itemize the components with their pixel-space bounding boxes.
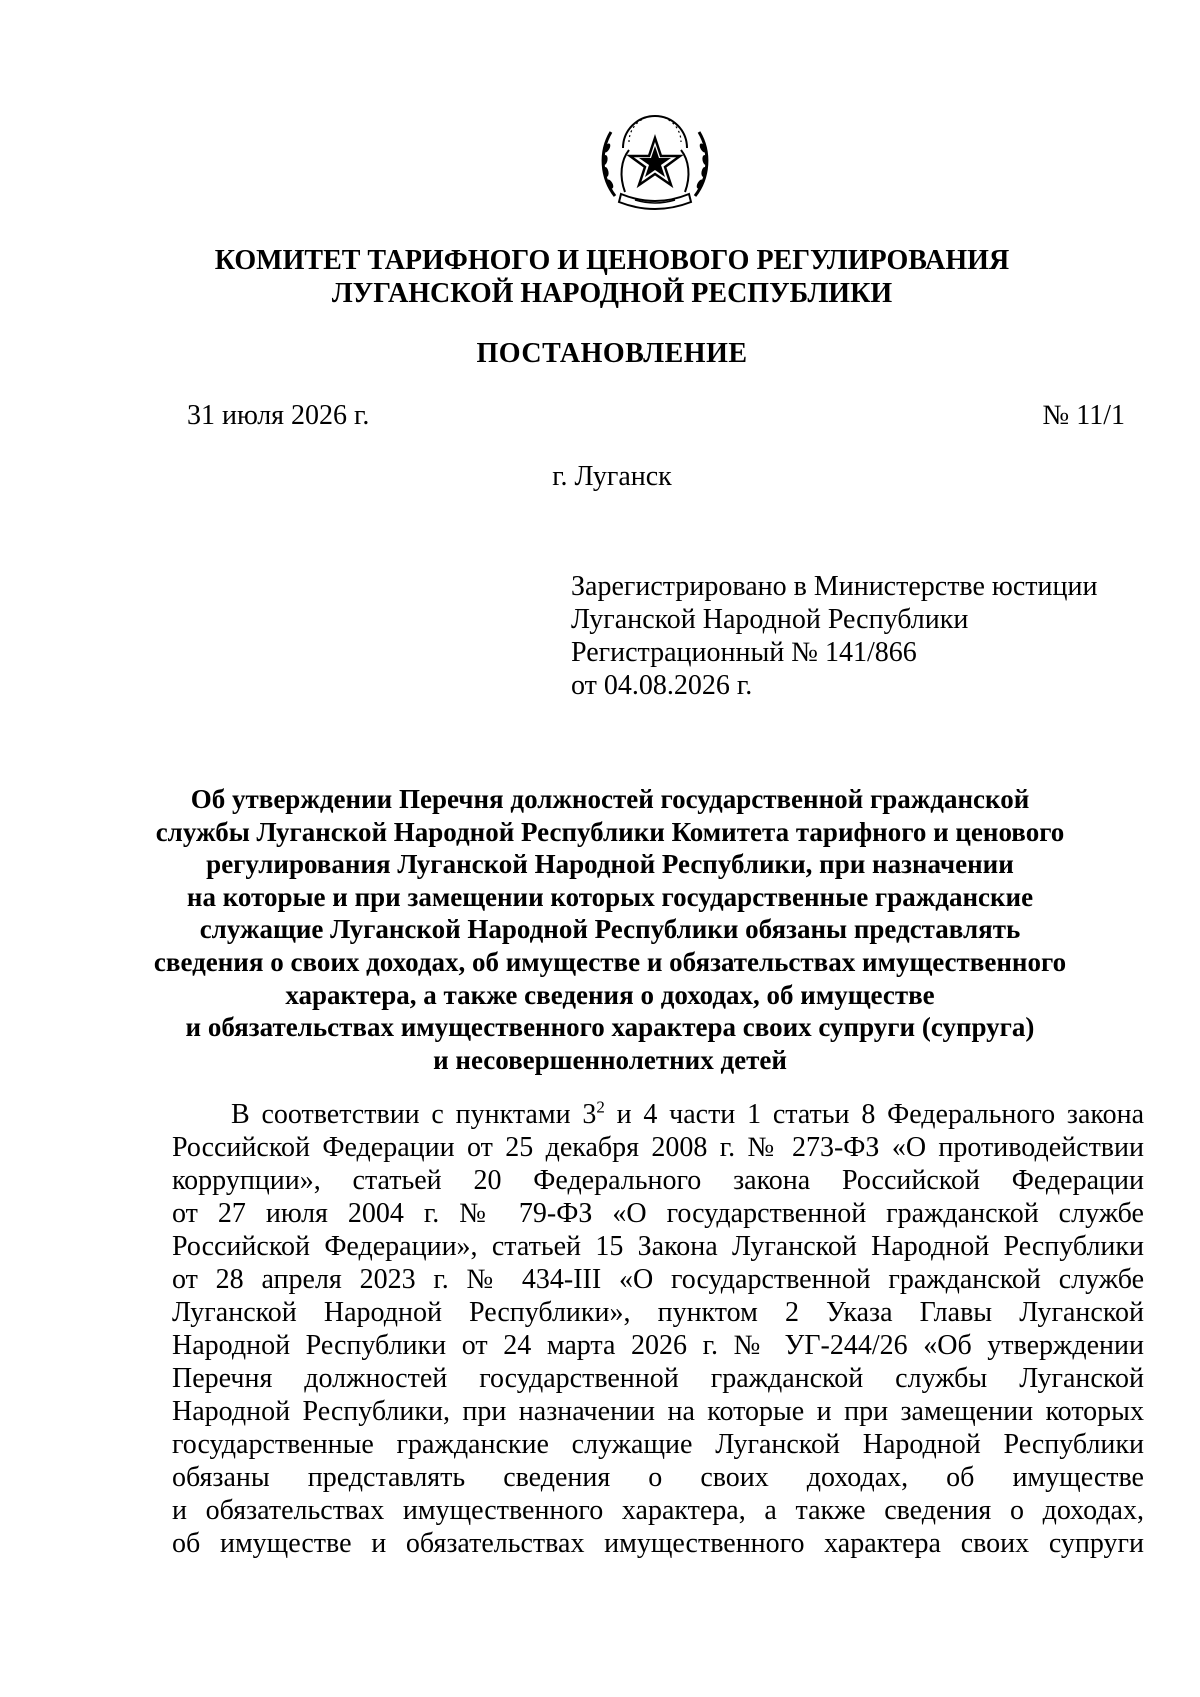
document-title [150,783,1070,1076]
body-line: обязаны представлять сведения о своих доходах, об имуществе [172,1462,1144,1493]
registration-stamp-text [571,570,1097,702]
body-line: Российской Федерации», статьей 15 Закона Луганской Народной Республики [172,1231,1144,1262]
title-line: регулирования Луганской Народной Республики, при назначении [206,849,1014,880]
title-line: службы Луганской Народной Республики Комитета тарифного и ценового [155,816,1065,847]
body-line: Народной Республики от 24 марта 2026 г. № УГ-244/26 «Об утверждении [172,1330,1144,1361]
body-line: Народной Республики, при назначении на которые и при замещении которых [172,1396,1144,1427]
title-line: на которые и при замещении которых государственные гражданские [186,881,1034,912]
body-line: и обязательствах имущественного характера, а также сведения о доходах, [172,1495,1144,1526]
document-city: г. Луганск [552,461,672,492]
superscript: 2 [596,1097,605,1117]
title-line: сведения о своих доходах, об имуществе и обязательствах имущественного [153,946,1067,977]
title-line: и несовершеннолетних детей [433,1044,787,1075]
registration-line: от 04.08.2026 г. [571,670,753,701]
body-text: В соответствии с пунктами 3 [231,1099,597,1130]
body-line: государственные гражданские служащие Луганской Народной Республики [172,1429,1144,1460]
body-line: Перечня должностей государственной гражданской службы Луганской [172,1363,1144,1394]
body-line: об имуществе и обязательствах имущественного характера своих супруги [172,1528,1144,1559]
coat-of-arms-emblem [595,108,715,212]
title-line: характера, а также сведения о доходах, об имуществе [285,979,935,1010]
body-line: Российской Федерации от 25 декабря 2008 г. № 273-ФЗ «О противодействии [172,1132,1144,1163]
organization-name-line-1: КОМИТЕТ ТАРИФНОГО И ЦЕНОВОГО РЕГУЛИРОВАНИЯ [214,245,1010,276]
title-line: и обязательствах имущественного характера своих супруги (супруга) [185,1012,1035,1043]
document-date: 31 июля 2026 г. [187,400,370,431]
body-line: Луганской Народной Республики», пунктом 2 Указа Главы Луганской [172,1297,1144,1328]
registration-line: Луганской Народной Республики [571,604,969,635]
organization-name-line-2: ЛУГАНСКОЙ НАРОДНОЙ РЕСПУБЛИКИ [331,278,893,309]
body-line: коррупции», статьей 20 Федерального закона Российской Федерации [172,1165,1144,1196]
body-line: от 28 апреля 2023 г. № 434-III «О государственной гражданской службе [172,1264,1144,1295]
document-type-heading: ПОСТАНОВЛЕНИЕ [476,338,748,369]
title-line: Об утверждении Перечня должностей государственной гражданской [190,784,1030,814]
document-body-paragraph [172,1098,1144,1560]
registration-line: Зарегистрировано в Министерстве юстиции [571,571,1098,602]
body-text: и 4 части 1 статьи 8 Федерального закона [604,1099,1144,1130]
title-line: служащие Луганской Народной Республики обязаны представлять [199,914,1021,945]
document-number: № 11/1 [1042,400,1125,431]
registration-line: Регистрационный № 141/866 [571,637,917,668]
body-line [172,1098,1144,1131]
body-line: от 27 июля 2004 г. № 79-ФЗ «О государственной гражданской службе [172,1198,1144,1229]
